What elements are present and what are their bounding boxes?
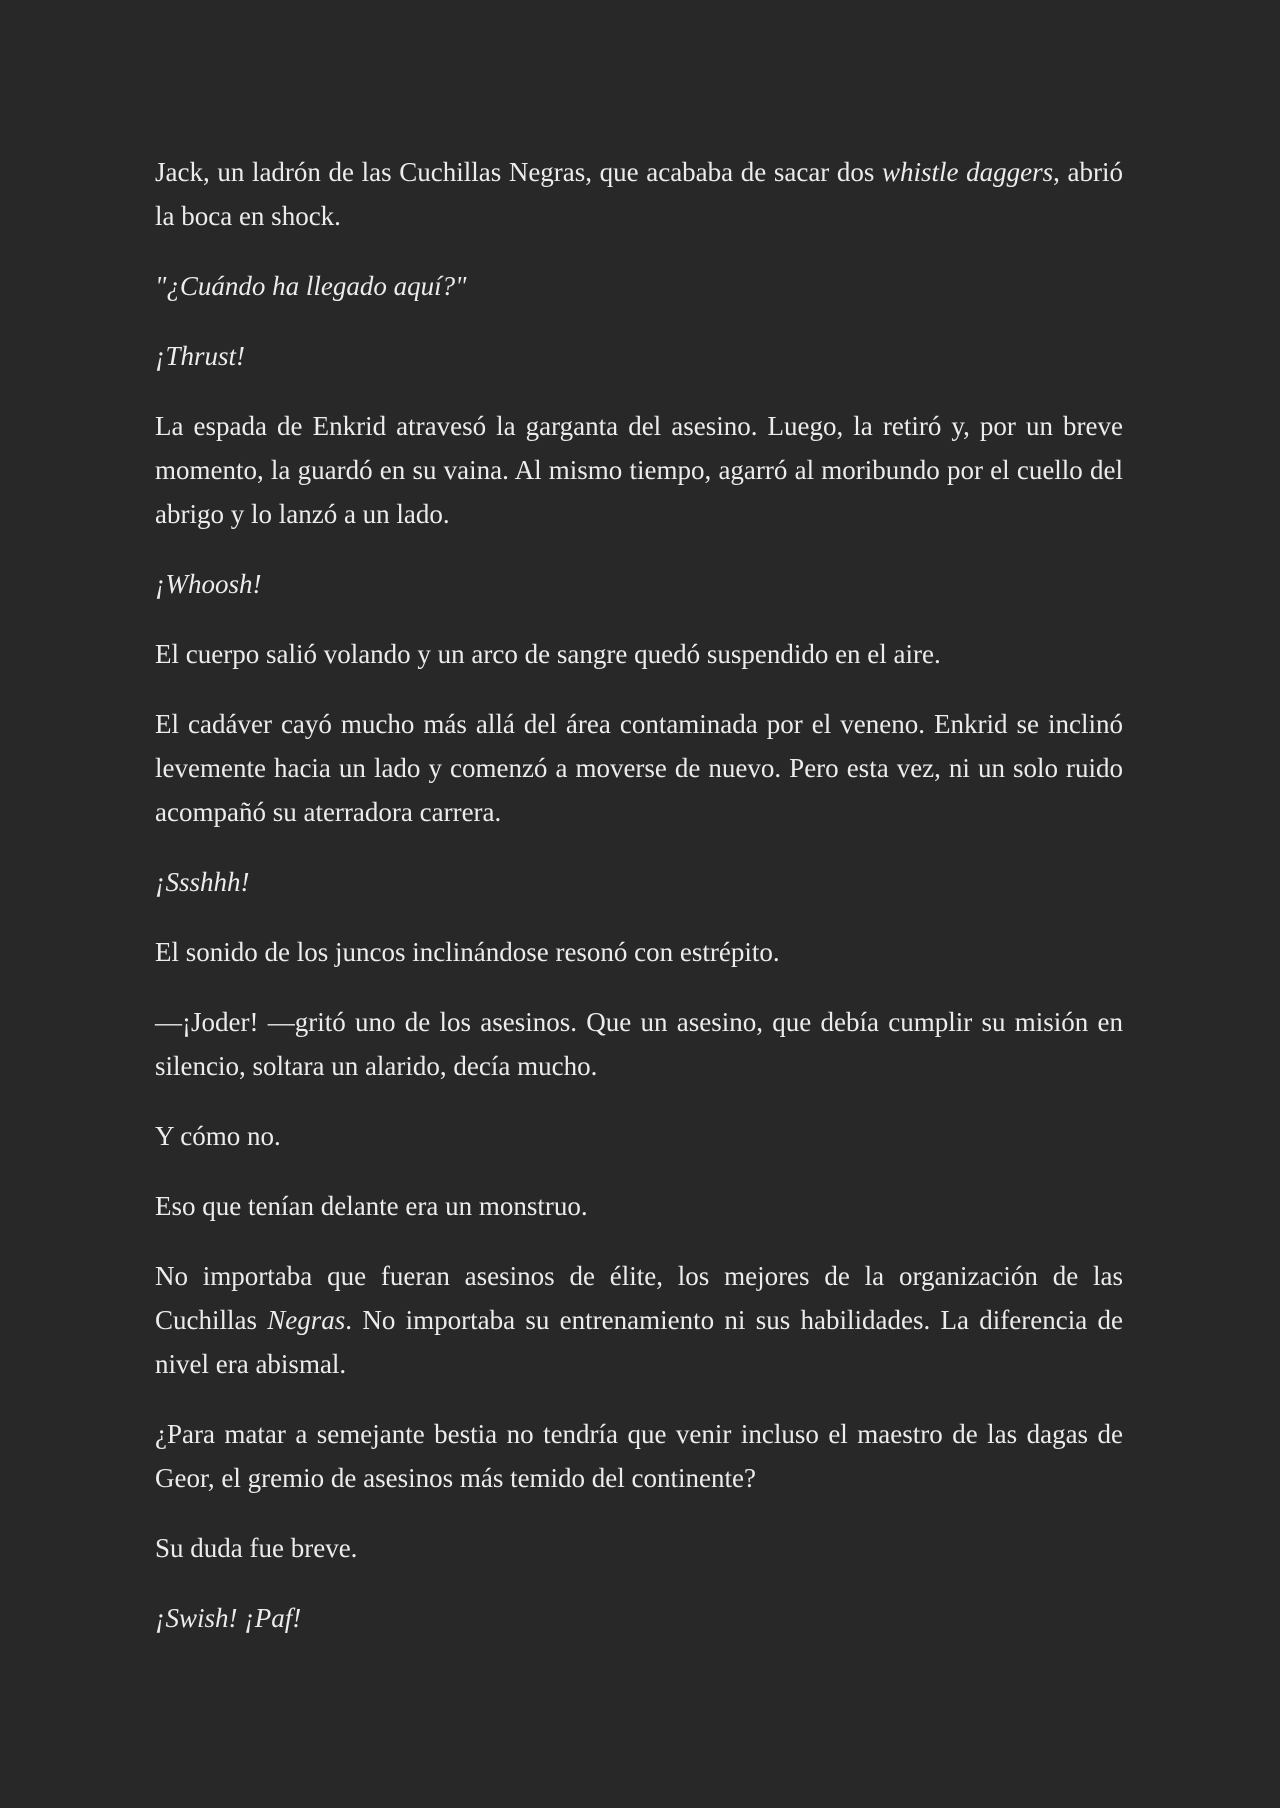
text-run: . No importaba su entrenamiento ni sus habilidades. La diferencia de nivel era abismal. (155, 1305, 1123, 1379)
paragraph: La espada de Enkrid atravesó la garganta del asesino. Luego, la retiró y, por un breve momento, la guardó en su vaina. Al mismo tiempo, agarró al moribundo por el cuello del abrigo y lo lanzó a un lado. (155, 411, 1123, 529)
sound-effect: ¡Swish! ¡Paf! (155, 1603, 302, 1633)
paragraph (155, 150, 1123, 238)
dialogue-line: "¿Cuándo ha llegado aquí?" (155, 271, 467, 301)
text-run: , abrió la boca en shock. (155, 157, 1123, 231)
sound-effect: ¡Whoosh! (155, 569, 262, 599)
paragraph: —¡Joder! —gritó uno de los asesinos. Que un asesino, que debía cumplir su misión en silencio, soltara un alarido, decía mucho. (155, 1007, 1123, 1081)
italic-text-run: Negras (267, 1305, 346, 1335)
text-run: No importaba que fueran asesinos de élite, los mejores de la organización de las Cuchillas (155, 1261, 1123, 1335)
text-run: Jack, un ladrón de las Cuchillas Negras, que acababa de sacar dos (155, 157, 883, 187)
paragraph: El cadáver cayó mucho más allá del área contaminada por el veneno. Enkrid se inclinó levemente hacia un lado y comenzó a moverse de nuevo. Pero esta vez, ni un solo ruido acompañó su aterradora carrera. (155, 709, 1123, 827)
paragraph: El sonido de los juncos inclinándose resonó con estrépito. (155, 937, 780, 967)
paragraph (155, 1254, 1123, 1386)
paragraph: Su duda fue breve. (155, 1533, 358, 1563)
paragraph: El cuerpo salió volando y un arco de sangre quedó suspendido en el aire. (155, 639, 941, 669)
sound-effect: ¡Thrust! (155, 341, 246, 371)
sound-effect: ¡Ssshhh! (155, 867, 250, 897)
chapter-text (155, 150, 1123, 1640)
paragraph: ¿Para matar a semejante bestia no tendría que venir incluso el maestro de las dagas de Geor, el gremio de asesinos más temido del continente? (155, 1419, 1123, 1493)
paragraph: Y cómo no. (155, 1121, 281, 1151)
paragraph: Eso que tenían delante era un monstruo. (155, 1191, 588, 1221)
italic-text-run: whistle daggers (882, 157, 1054, 187)
